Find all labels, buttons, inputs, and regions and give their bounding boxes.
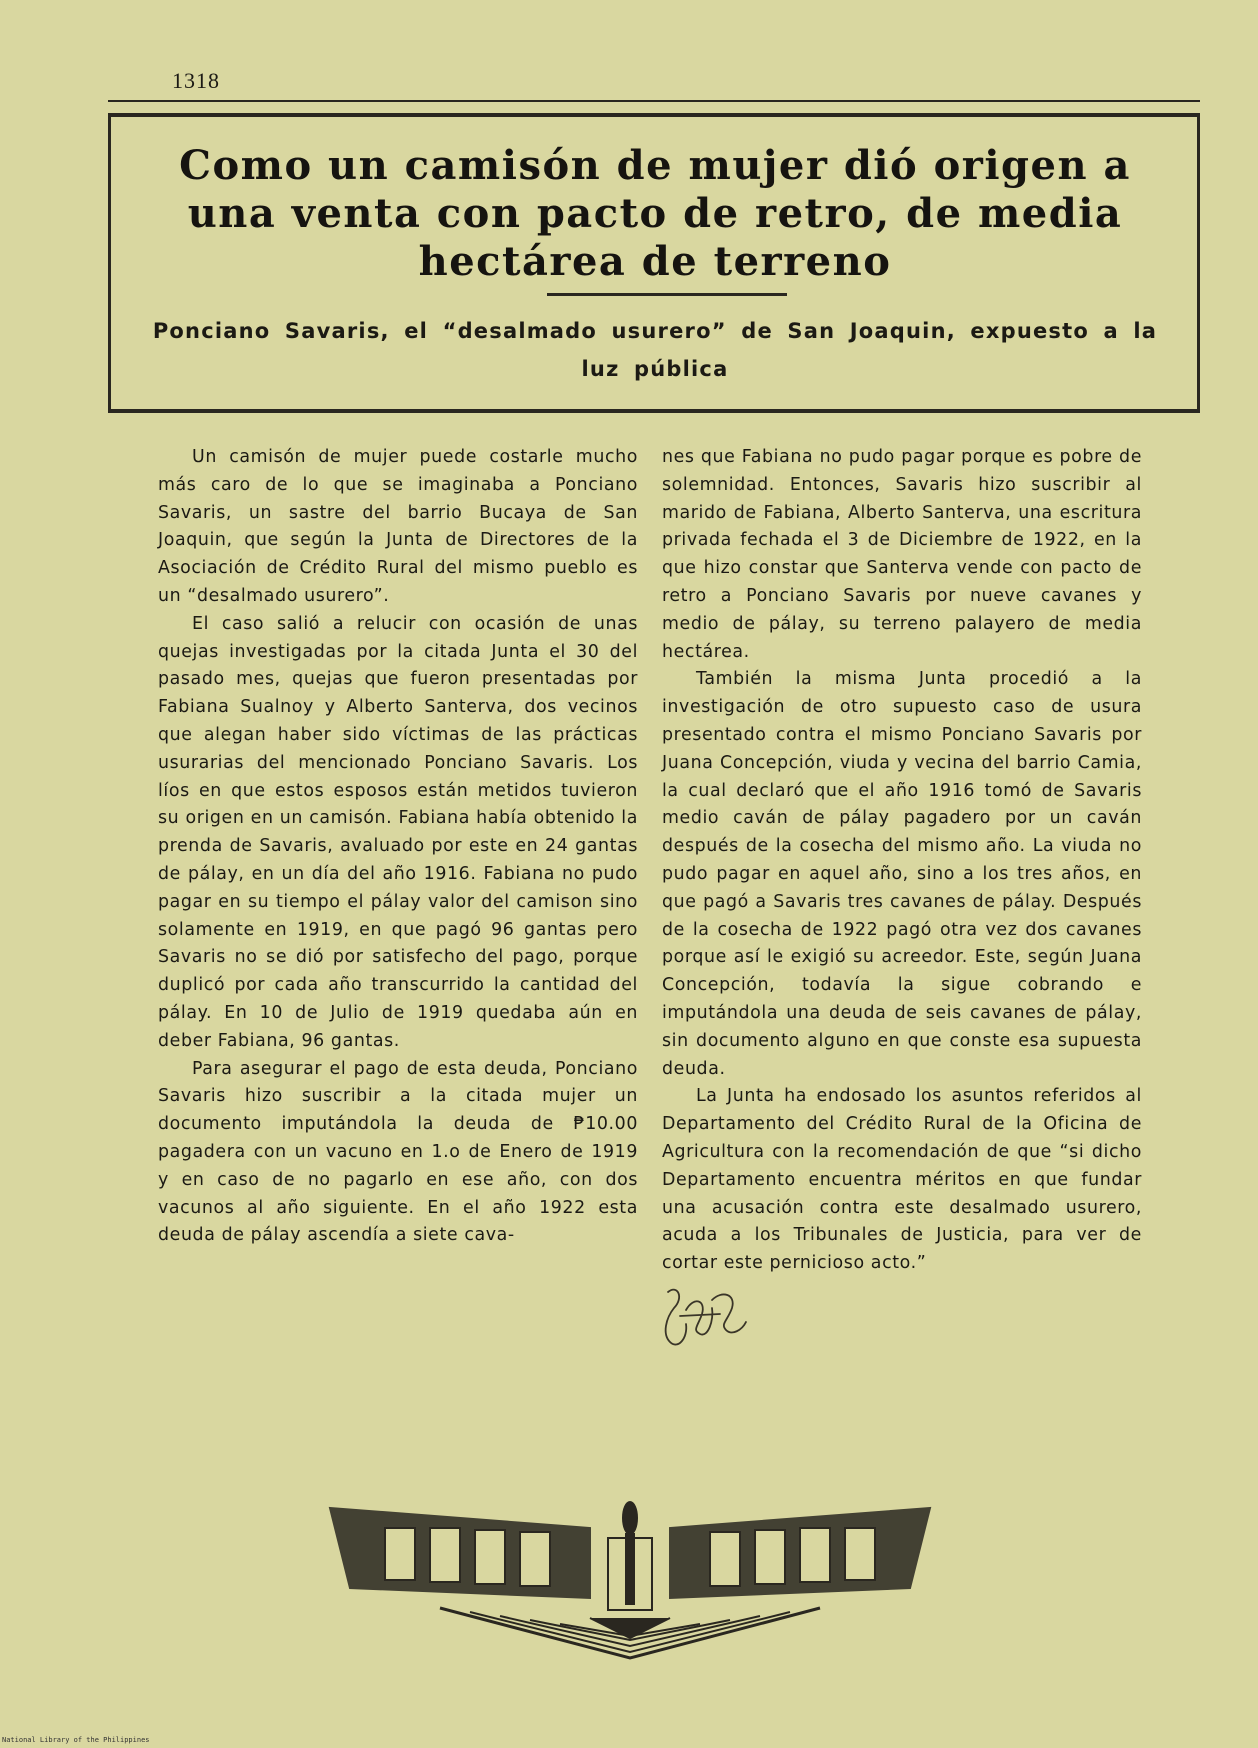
paragraph: El caso salió a relucir con ocasión de unas quejas investigadas por la citada Junta el 30 del pasado mes, quejas que fueron presentadas por Fabiana Sualnoy y Alberto Santerva, dos vecinos que alegan haber sido víctimas de las prácticas usurarias del mencionado Ponciano Savaris. Los líos en que estos esposos están metidos tuvieron su origen en un camisón. Fabiana había obtenido la prenda de Savaris, avaluado por este en 24 gantas de pálay, en un día del año 1916. Fabiana no pudo pagar en su tiempo el pálay valor del camison sino solamente en 1919, en que pagó 96 gantas pero Savaris no se dió por satisfecho del pago, porque duplicó por cada año transcurrido la cantidad del pálay. En 10 de Julio de 1919 quedaba aún en deber Fabiana, 96 gantas. — [158, 613, 638, 1051]
open-books-candle-ornament-icon — [290, 1488, 970, 1668]
right-column — [662, 444, 1142, 1278]
article-title: Como un camisón de mujer dió origen a una venta con pacto de retro, de media hectárea de terreno — [179, 142, 1131, 285]
paragraph: Para asegurar el pago de esta deuda, Ponciano Savaris hizo suscribir a la citada mujer un documento imputándola la deuda de ₱10.00 pagadera con un vacuno en 1.o de Enero de 1919 y en caso de no pagarlo en ese año, con dos vacunos al año siguiente. En el año 1922 esta deuda de pálay ascendía a siete cava- — [158, 1058, 638, 1246]
title-divider — [547, 293, 787, 296]
paragraph: También la misma Junta procedió a la investigación de otro supuesto caso de usura presentado contra el mismo Ponciano Savaris por Juana Concepción, viuda y vecina del barrio Camia, la cual declaró que el año 1916 tomó de Savaris medio caván de pálay pagadero por un caván después de la cosecha del mismo año. La viuda no pudo pagar en aquel año, sino a los tres años, en que pagó a Savaris tres cavanes de pálay. Después de la cosecha de 1922 pagó otra vez dos cavanes porque así le exigió su acreedor. Este, según Juana Concepción, todavía la sigue cobrando e imputándola una deuda de seis cavanes de pálay, sin documento alguno en que conste esa supuesta deuda. — [662, 669, 1142, 1079]
handwritten-initials-icon — [650, 1280, 760, 1360]
page-number: 1318 — [172, 68, 220, 93]
top-rule — [108, 100, 1200, 102]
paragraph: La Junta ha endosado los asuntos referidos al Departamento del Crédito Rural de la Oficina de Agricultura con la recomendación de que “si dicho Departamento encuentra méritos en que fundar una acusación contra este desalmado usurero, acuda a los Tribunales de Justicia, para ver de cortar este pernicioso acto.” — [662, 1086, 1142, 1274]
header-bottom-rule — [108, 409, 1200, 413]
paragraph: nes que Fabiana no pudo pagar porque es pobre de solemnidad. Entonces, Savaris hizo suscribir al marido de Fabiana, Alberto Santerva, una escritura privada fechada el 3 de Diciembre de 1922, en la que hizo constar que Santerva vende con pacto de retro a Ponciano Savaris por nueve cavanes y medio de pálay, su terreno palayero de media hectárea. — [662, 447, 1142, 662]
footer-note: National Library of the Philippines — [2, 1736, 150, 1744]
article-subtitle: Ponciano Savaris, el “desalmado usurero” de San Joaquin, expuesto a la luz pública — [152, 319, 1158, 381]
paragraph: Un camisón de mujer puede costarle mucho más caro de lo que se imaginaba a Ponciano Savaris, un sastre del barrio Bucaya de San Joaquin, que según la Junta de Directores de la Asociación de Crédito Rural del mismo pueblo es un “desalmado usurero”. — [158, 447, 638, 606]
left-column — [158, 444, 638, 1250]
